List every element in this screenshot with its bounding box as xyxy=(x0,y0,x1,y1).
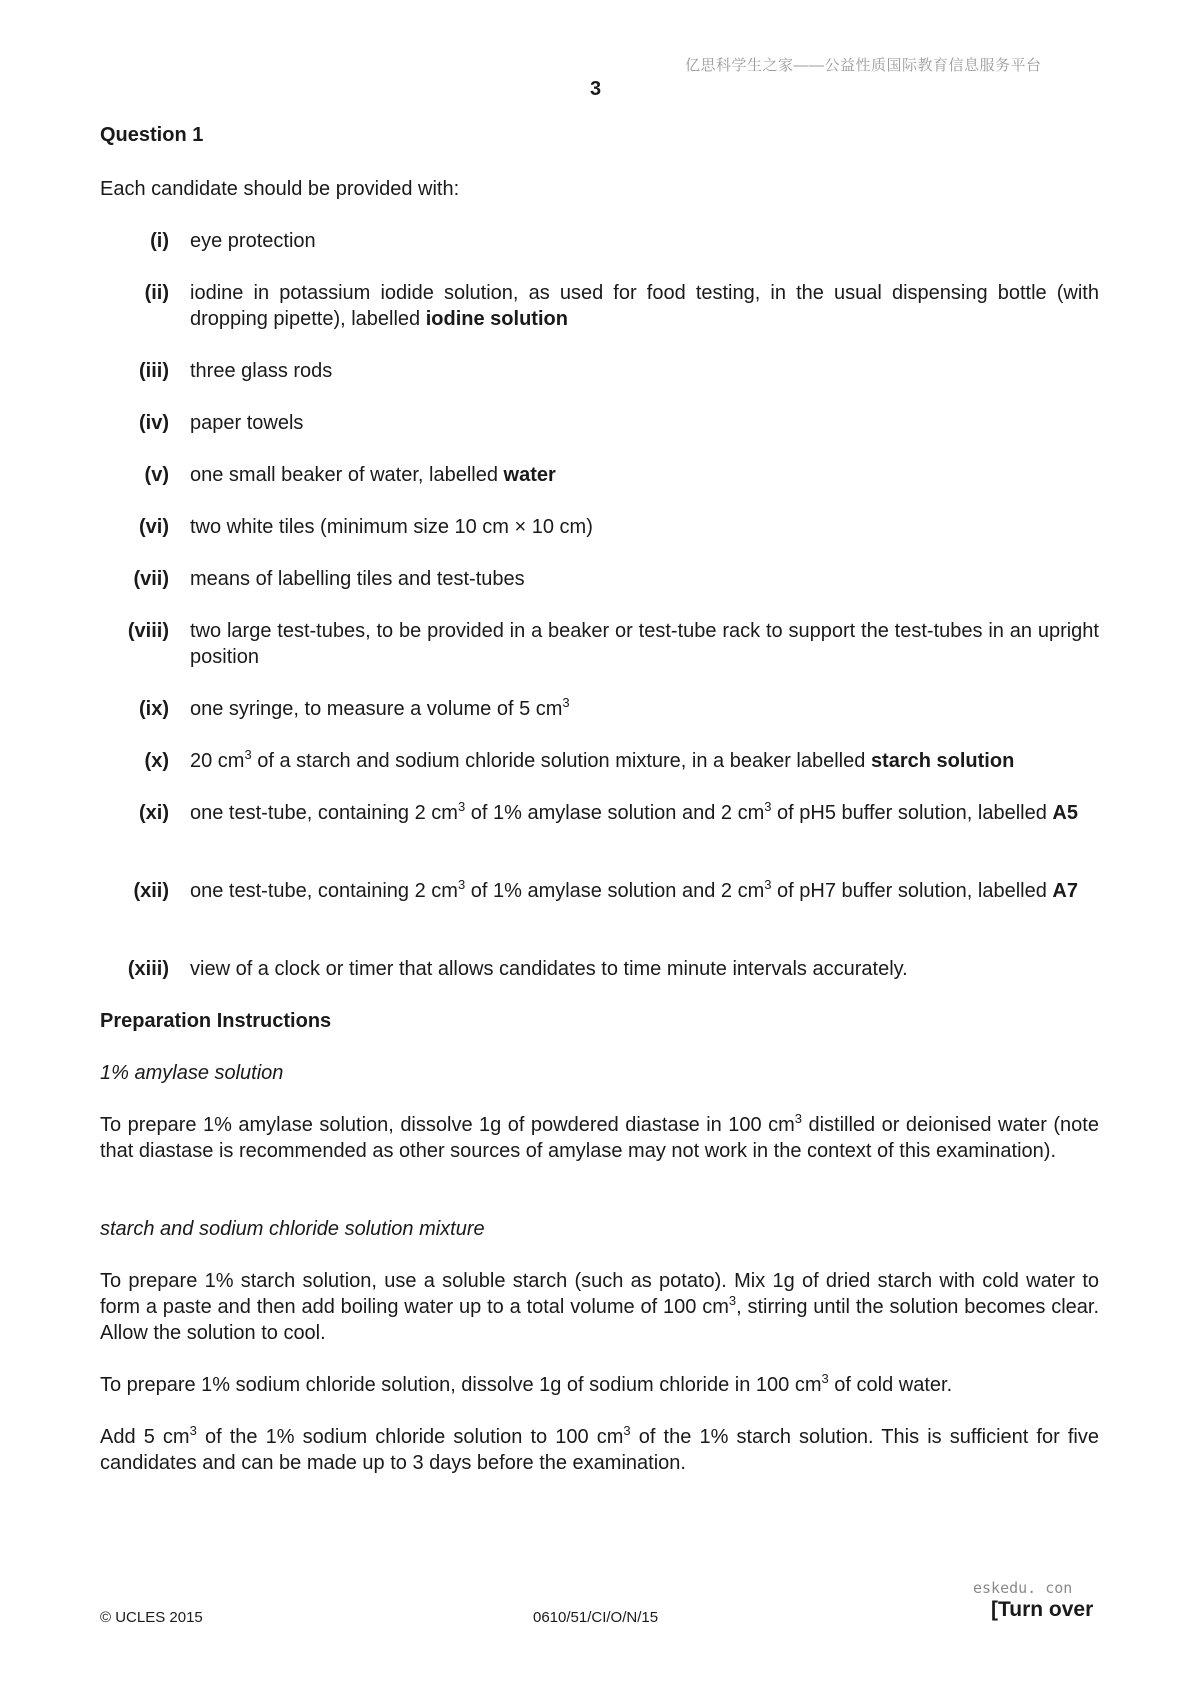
question-intro: Each candidate should be provided with: xyxy=(100,178,460,200)
item-number: (iii) xyxy=(139,360,169,382)
item-number: (ix) xyxy=(139,698,169,720)
page-number: 3 xyxy=(590,78,602,100)
item-text: two white tiles (minimum size 10 cm × 10 cm) xyxy=(190,516,593,538)
item-number: (i) xyxy=(150,230,169,252)
mixture-heading: starch and sodium chloride solution mixture xyxy=(100,1218,485,1240)
item-text: 20 $cm^3$ of a starch and sodium chloride solution mixture, in a beaker labelled starch solution xyxy=(190,747,1015,772)
item-number: (vi) xyxy=(139,516,169,538)
question-title: Question 1 xyxy=(100,124,204,146)
header-watermark: 亿思科学生之家——公益性质国际教育信息服务平台 xyxy=(685,57,1042,74)
item-text: one test-tube, containing 2 $cm^3$ of 1% amylase solution and 2 $cm^3$ of pH5 buffer solution, labelled A5 xyxy=(190,799,1078,824)
label-bold: A7 xyxy=(1052,880,1078,902)
item-number: (xii) xyxy=(133,880,169,902)
item-text: view of a clock or timer that allows candidates to time minute intervals accurately. xyxy=(190,958,908,980)
footer-watermark: eskedu. con xyxy=(973,1579,1073,1597)
item-number: (viii) xyxy=(127,620,169,642)
item-number: (ii) xyxy=(144,282,169,304)
item-text: iodine in potassium iodide solution, as used for food testing, in the usual dispensing bottle (with dropping pipette), labelled iodine solution xyxy=(190,282,1099,330)
turn-over: [Turn over xyxy=(991,1598,1094,1621)
label-bold: starch solution xyxy=(870,750,1015,772)
nacl-paragraph: To prepare 1% sodium chloride solution, dissolve 1g of sodium chloride in 100 $cm^3$ of cold water. xyxy=(100,1371,953,1396)
item-text: one test-tube, containing 2 $cm^3$ of 1% amylase solution and 2 $cm^3$ of pH7 buffer solution, labelled A7 xyxy=(190,877,1078,902)
item-number: (v) xyxy=(144,464,169,486)
item-text: one small beaker of water, labelled water xyxy=(190,464,556,486)
item-text: means of labelling tiles and test-tubes xyxy=(190,568,525,590)
item-text: two large test-tubes, to be provided in a beaker or test-tube rack to support the test-tubes in an upright position xyxy=(190,620,1099,668)
item-number: (iv) xyxy=(139,412,169,434)
label-bold: iodine solution xyxy=(425,308,568,330)
amylase-paragraph: To prepare 1% amylase solution, dissolve 1g of powdered diastase in 100 $cm^3$ distilled or deionised water (note that diastase is recommended as other sources of amylase may not work in the context of this examination). xyxy=(100,1111,1099,1162)
item-text: one syringe, to measure a volume of 5 $cm^3$ xyxy=(190,695,570,720)
label-bold: A5 xyxy=(1052,802,1078,824)
copyright: © UCLES 2015 xyxy=(100,1609,203,1626)
starch-paragraph: To prepare 1% starch solution, use a soluble starch (such as potato). Mix 1g of dried starch with cold water to form a paste and then add boiling water up to a total volume of 100 $cm^3$, stirring until the solution becomes clear. Allow the solution to cool. xyxy=(100,1270,1099,1344)
preparation-title: Preparation Instructions xyxy=(100,1010,332,1032)
item-text: eye protection xyxy=(190,230,316,252)
amylase-heading: 1% amylase solution xyxy=(100,1062,284,1084)
add-paragraph: Add 5 $cm^3$ of the 1% sodium chloride solution to 100 $cm^3$ of the 1% starch solution. This is sufficient for five candidates and can be made up to 3 days before the examination. xyxy=(100,1423,1100,1474)
item-number: (xi) xyxy=(139,802,169,824)
label-bold: water xyxy=(503,464,556,486)
item-number: (x) xyxy=(144,750,169,772)
paper-code: 0610/51/CI/O/N/15 xyxy=(533,1609,659,1626)
item-number: (vii) xyxy=(133,568,169,590)
item-text: paper towels xyxy=(190,412,304,434)
item-number: (xiii) xyxy=(127,958,169,980)
item-text: three glass rods xyxy=(190,360,333,382)
